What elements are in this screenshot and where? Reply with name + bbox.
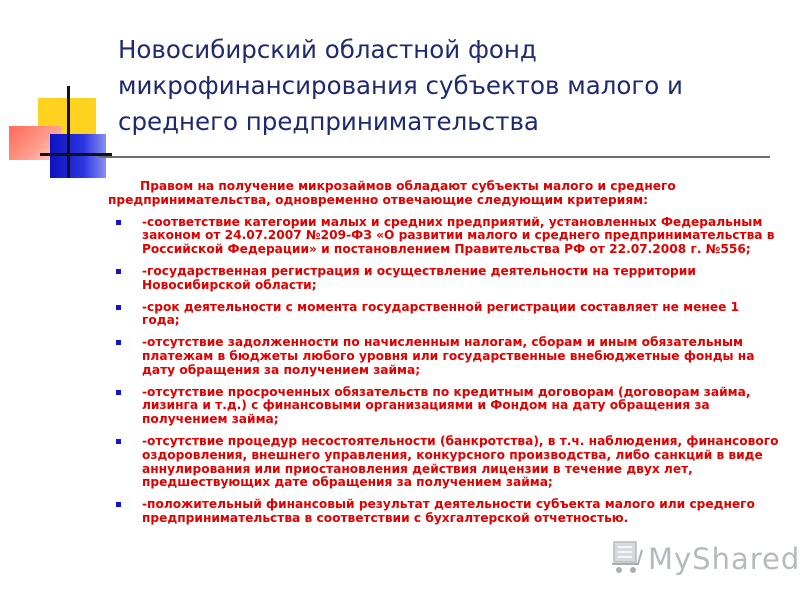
list-item xyxy=(108,435,780,490)
list-item xyxy=(108,216,780,257)
criterion-text: -отсутствие просроченных обязательств по кредитным договорам (договорам займа, лизинга и т.д.) с финансовыми организациями и Фондом на дату обращения за получением займа; xyxy=(142,384,751,427)
criteria-list xyxy=(108,216,780,526)
bullet-square-icon xyxy=(116,390,121,395)
decor-vertical-line xyxy=(67,86,70,178)
slide-title: Новосибирский областной фонд микрофинансирования субъектов малого и среднего предпринимательства xyxy=(118,35,683,136)
criterion-text: -отсутствие процедур несостоятельности (банкротства), в т.ч. наблюдения, финансового оздоровления, внешнего управления, конкурсного производства, либо санкций в виде аннулирования или приостановления действия лицензии в течение двух лет, предшествующих дате обращения за получением займа; xyxy=(142,433,779,490)
intro-text: Правом на получение микрозаймов обладают субъекты малого и среднего предпринимательства, одновременно отвечающие следующим критериям: xyxy=(108,179,676,207)
watermark-text: MyShared xyxy=(648,542,800,576)
bullet-square-icon xyxy=(116,502,121,507)
list-item xyxy=(108,301,780,329)
watermark-logo xyxy=(612,536,800,584)
bullet-square-icon xyxy=(116,269,121,274)
list-item xyxy=(108,386,780,427)
criterion-text: -соответствие категории малых и средних предприятий, установленных Федеральным законом от 24.07.2007 №209-ФЗ «О развитии малого и среднего предпринимательства в Российской Федерации» и постановлением Правительства РФ от 22.07.2008 г. №556; xyxy=(142,214,775,257)
list-item xyxy=(108,498,780,526)
shopping-cart-icon xyxy=(612,540,646,576)
bullet-square-icon xyxy=(116,220,121,225)
criterion-text: -срок деятельности с момента государственной регистрации составляет не менее 1 года; xyxy=(142,299,740,328)
bullet-square-icon xyxy=(116,439,121,444)
bullet-square-icon xyxy=(116,340,121,345)
criterion-text: -государственная регистрация и осуществление деятельности на территории Новосибирской области; xyxy=(142,263,696,292)
list-item xyxy=(108,265,780,293)
criterion-text: -положительный финансовый результат деятельности субъекта малого или среднего предпринимательства в соответствии с бухгалтерской отчетностью. xyxy=(142,497,755,525)
criterion-text: -отсутствие задолженности по начисленным налогам, сборам и иным обязательным платежам в бюджеты любого уровня или государственные внебюджетные фонды на дату обращения за получением займа; xyxy=(142,335,755,377)
list-item xyxy=(108,336,780,377)
title-underline xyxy=(98,156,770,158)
slide-content xyxy=(108,180,780,534)
bullet-square-icon xyxy=(116,305,121,310)
